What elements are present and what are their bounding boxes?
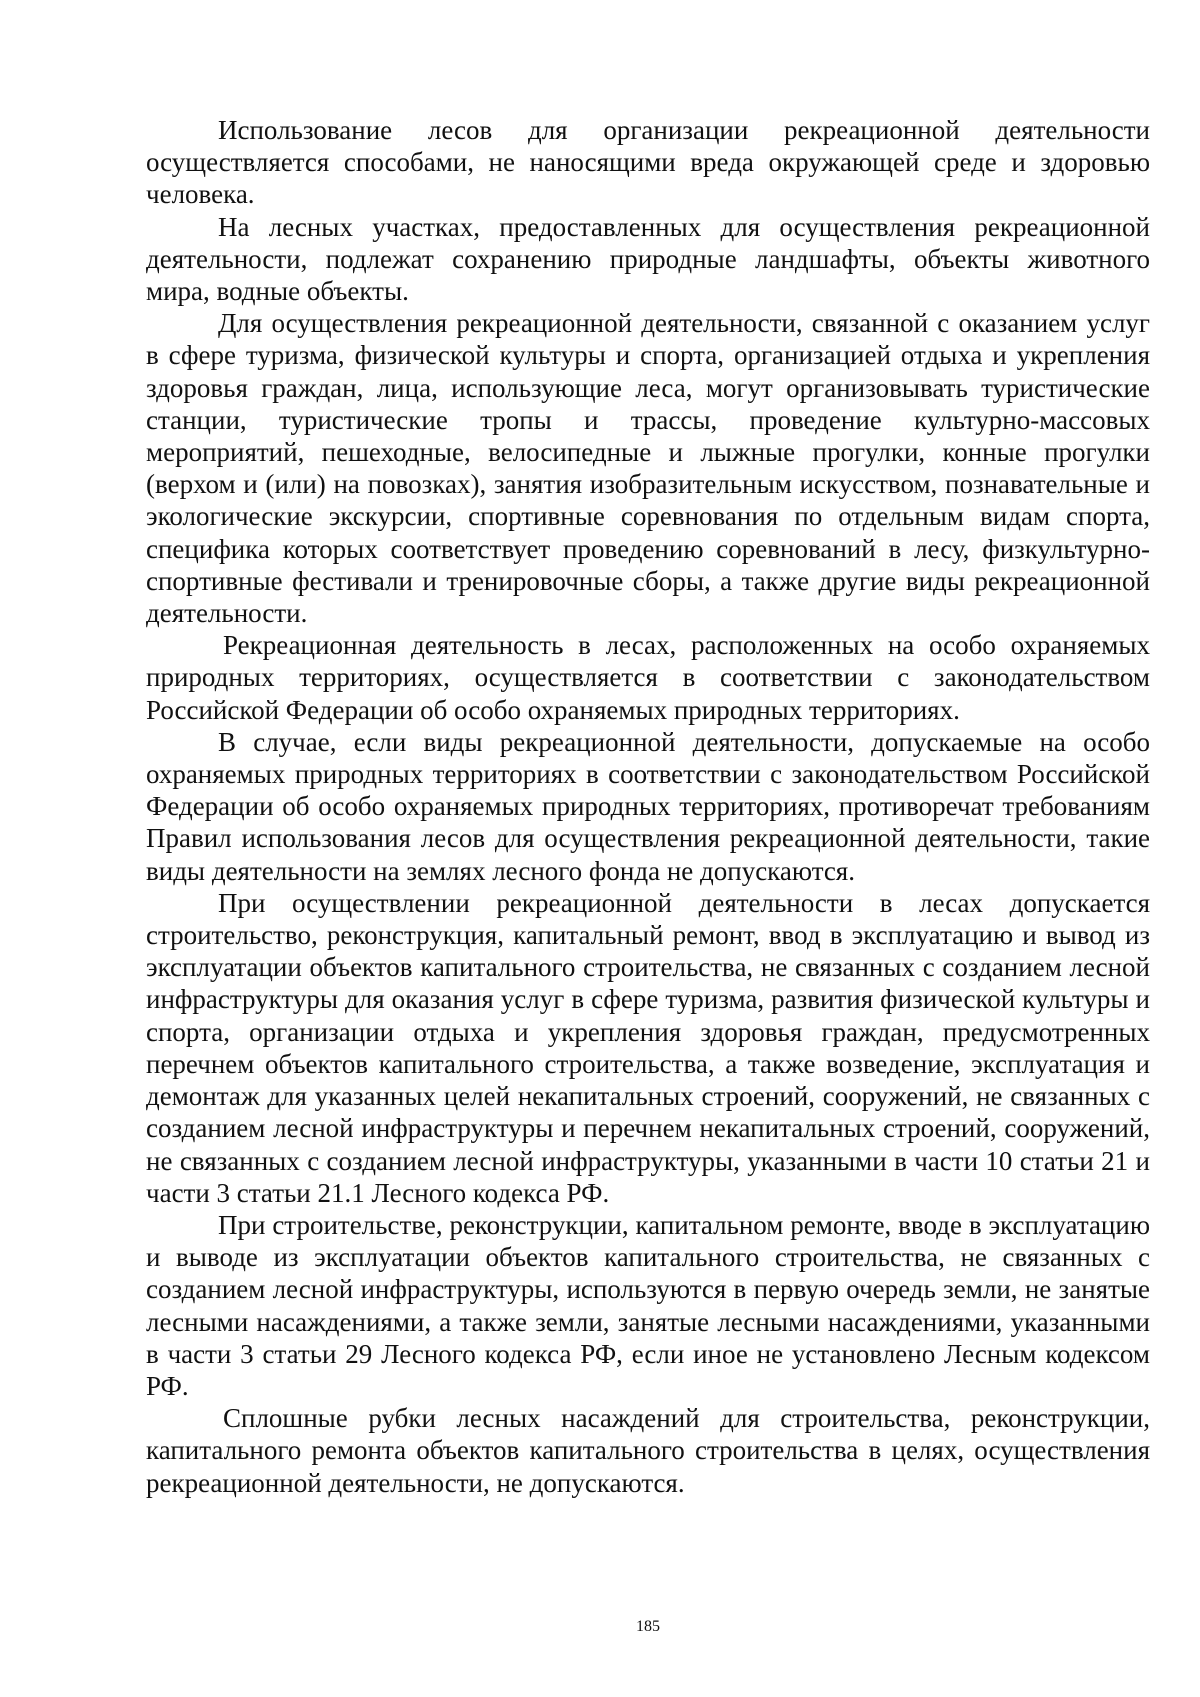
page-number: 185 xyxy=(636,1618,660,1635)
paragraph-7: При строительстве, реконструкции, капитальном ремонте, вводе в эксплуатацию и выводе из эксплуатации объектов капитального строительства, не связанных с созданием лесной инфраструктуры, используются в первую очередь земли, не занятые лесными насаждениями, а также земли, занятые лесными насаждениями, указанными в части 3 статьи 29 Лесного кодекса РФ, если иное не установлено Лесным кодексом РФ. xyxy=(146,1209,1150,1401)
paragraph-1: Использование лесов для организации рекреационной деятельности осуществляется способами, не наносящими вреда окружающей среде и здоровью человека. xyxy=(146,115,1150,210)
paragraph-4: Рекреационная деятельность в лесах, расположенных на особо охраняемых природных территориях, осуществляется в соответствии с законодательством Российской Федерации об особо охраняемых природных территориях. xyxy=(146,630,1150,725)
paragraph-3: Для осуществления рекреационной деятельности, связанной с оказанием услуг в сфере туризма, физической культуры и спорта, организацией отдыха и укрепления здоровья граждан, лица, использующие леса, могут организовывать туристические станции, туристические тропы и трассы, проведение культурно-массовых мероприятий, пешеходные, велосипедные и лыжные прогулки, конные прогулки (верхом и (или) на повозках), занятия изобразительным искусством, познавательные и экологические экскурсии, спортивные соревнования по отдельным видам спорта, специфика которых соответствует проведению соревнований в лесу, физкультурно-спортивные фестивали и тренировочные сборы, а также другие виды рекреационной деятельности. xyxy=(146,308,1150,629)
paragraph-6: При осуществлении рекреационной деятельности в лесах допускается строительство, реконструкция, капитальный ремонт, ввод в эксплуатацию и вывод из эксплуатации объектов капитального строительства, не связанных с созданием лесной инфраструктуры для оказания услуг в сфере туризма, развития физической культуры и спорта, организации отдыха и укрепления здоровья граждан, предусмотренных перечнем объектов капитального строительства, а также возведение, эксплуатация и демонтаж для указанных целей некапитальных строений, сооружений, не связанных с созданием лесной инфраструктуры и перечнем некапитальных строений, сооружений, не связанных с созданием лесной инфраструктуры, указанными в части 10 статьи 21 и части 3 статьи 21.1 Лесного кодекса РФ. xyxy=(146,887,1150,1208)
paragraph-8: Сплошные рубки лесных насаждений для строительства, реконструкции, капитального ремонта объектов капитального строительства в целях, осуществления рекреационной деятельности, не допускаются. xyxy=(146,1403,1150,1498)
paragraph-2: На лесных участках, предоставленных для осуществления рекреационной деятельности, подлежат сохранению природные ландшафты, объекты животного мира, водные объекты. xyxy=(146,211,1150,307)
paragraph-5: В случае, если виды рекреационной деятельности, допускаемые на особо охраняемых природных территориях в соответствии с законодательством Российской Федерации об особо охраняемых природных территориях, противоречат требованиям Правил использования лесов для осуществления рекреационной деятельности, такие виды деятельности на землях лесного фонда не допускаются. xyxy=(146,726,1150,886)
document-body xyxy=(146,114,1150,1499)
